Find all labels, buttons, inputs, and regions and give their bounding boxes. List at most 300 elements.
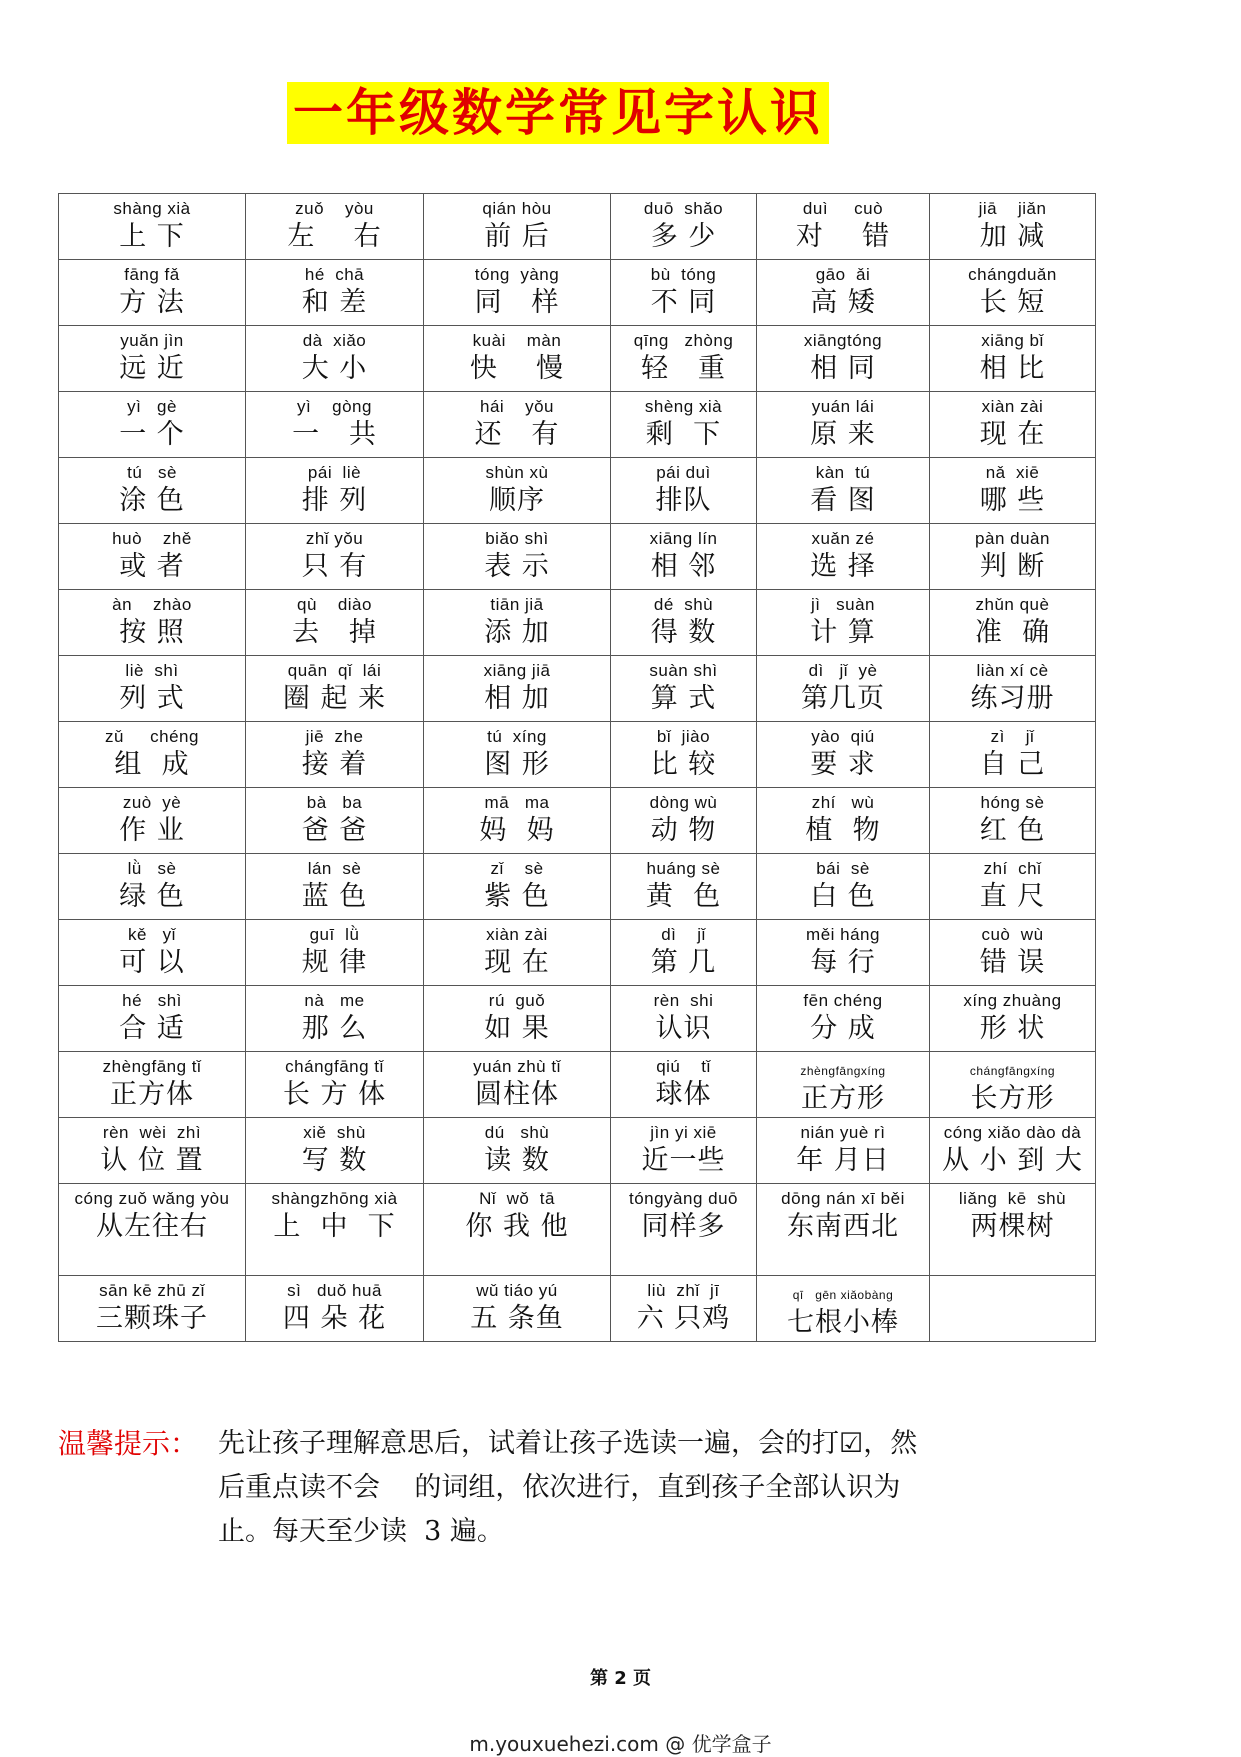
chinese-word: 相 邻 bbox=[650, 551, 717, 582]
vocab-cell bbox=[757, 986, 930, 1052]
pinyin-text: xiāng bǐ bbox=[981, 331, 1044, 350]
chinese-word: 组 成 bbox=[114, 749, 190, 780]
vocab-cell bbox=[59, 1276, 246, 1342]
vocab-cell bbox=[611, 1184, 757, 1276]
chinese-word: 同 样 bbox=[474, 287, 560, 318]
vocab-cell bbox=[424, 986, 611, 1052]
pinyin-text: liàn xí cè bbox=[976, 661, 1049, 680]
pinyin-text: cuò wù bbox=[981, 925, 1044, 944]
chinese-word: 算 式 bbox=[650, 683, 717, 714]
vocab-cell bbox=[424, 1052, 611, 1118]
pinyin-text: dōng nán xī běi bbox=[781, 1189, 905, 1208]
pinyin-text: shàngzhōng xià bbox=[271, 1189, 398, 1208]
tip-label: 温馨提示： bbox=[58, 1427, 199, 1460]
vocab-cell bbox=[59, 524, 246, 590]
pinyin-text: duì cuò bbox=[802, 199, 884, 218]
tip-text bbox=[218, 1422, 998, 1554]
vocab-cell bbox=[930, 1184, 1096, 1276]
vocab-cell bbox=[757, 1118, 930, 1184]
vocab-cell bbox=[246, 854, 424, 920]
vocab-table bbox=[58, 193, 1096, 1342]
chinese-word: 球体 bbox=[655, 1079, 712, 1110]
table-row bbox=[59, 458, 1096, 524]
vocab-cell bbox=[246, 656, 424, 722]
pinyin-text: qiú tǐ bbox=[656, 1057, 711, 1076]
pinyin-text: nǎ xiē bbox=[985, 463, 1040, 482]
table-row bbox=[59, 986, 1096, 1052]
pinyin-text: suàn shì bbox=[649, 661, 718, 680]
vocab-cell bbox=[757, 1184, 930, 1276]
chinese-word: 红 色 bbox=[979, 815, 1046, 846]
vocab-cell bbox=[757, 1052, 930, 1118]
pinyin-text: rèn wèi zhì bbox=[102, 1123, 202, 1142]
chinese-word: 每 行 bbox=[810, 947, 876, 978]
chinese-word: 前 后 bbox=[484, 221, 550, 252]
chinese-word: 白 色 bbox=[810, 881, 876, 912]
chinese-word: 去 掉 bbox=[292, 617, 377, 648]
vocab-cell bbox=[59, 392, 246, 458]
chinese-word: 左 右 bbox=[287, 221, 382, 252]
vocab-cell bbox=[246, 722, 424, 788]
vocab-cell bbox=[59, 986, 246, 1052]
pinyin-text: dà xiǎo bbox=[302, 331, 367, 350]
pinyin-text: mā ma bbox=[484, 793, 550, 812]
vocab-cell bbox=[611, 260, 757, 326]
chinese-word: 一 共 bbox=[292, 419, 377, 450]
chinese-word: 表 示 bbox=[484, 551, 550, 582]
pinyin-text: hóng sè bbox=[980, 793, 1045, 812]
vocab-cell bbox=[757, 656, 930, 722]
tip-line: 止。每天至少读 3 遍。 bbox=[218, 1516, 504, 1547]
footer-watermark: m.youxuehezi.com @ 优学盒子 bbox=[469, 1732, 772, 1756]
pinyin-text: àn zhào bbox=[112, 595, 192, 614]
vocab-cell bbox=[757, 392, 930, 458]
pinyin-text: rèn shi bbox=[653, 991, 714, 1010]
vocab-cell bbox=[424, 854, 611, 920]
vocab-cell bbox=[930, 194, 1096, 260]
tip-line: 后重点读不会 的词组，依次进行，直到孩子全部认识为 bbox=[218, 1472, 901, 1503]
pinyin-text: cóng xiǎo dào dà bbox=[943, 1123, 1082, 1142]
pinyin-text: xíng zhuàng bbox=[963, 991, 1062, 1010]
table-row bbox=[59, 590, 1096, 656]
pinyin-text: tiān jiā bbox=[490, 595, 544, 614]
vocab-cell bbox=[59, 656, 246, 722]
chinese-word: 六 只鸡 bbox=[636, 1303, 731, 1334]
vocab-cell bbox=[424, 1118, 611, 1184]
pinyin-text: dú shù bbox=[484, 1123, 550, 1142]
chinese-word: 长 短 bbox=[979, 287, 1046, 318]
pinyin-text: hé chā bbox=[304, 265, 365, 284]
vocab-cell bbox=[59, 458, 246, 524]
pinyin-text: xuǎn zé bbox=[811, 529, 875, 548]
vocab-cell bbox=[246, 392, 424, 458]
pinyin-text: zhí chǐ bbox=[983, 859, 1042, 878]
vocab-cell bbox=[611, 194, 757, 260]
pinyin-text: zhǔn què bbox=[975, 595, 1050, 614]
pinyin-text: zhèngfāngxíng bbox=[800, 1064, 886, 1078]
vocab-cell bbox=[424, 656, 611, 722]
chinese-word: 原 来 bbox=[810, 419, 876, 450]
chinese-word: 同样多 bbox=[641, 1211, 726, 1242]
chinese-word: 现 在 bbox=[979, 419, 1046, 450]
pinyin-text: liù zhǐ jī bbox=[647, 1281, 720, 1300]
table-row bbox=[59, 326, 1096, 392]
vocab-cell bbox=[424, 326, 611, 392]
vocab-cell bbox=[757, 524, 930, 590]
vocab-cell bbox=[930, 260, 1096, 326]
chinese-word: 选 择 bbox=[810, 551, 876, 582]
pinyin-text: dì jǐ bbox=[661, 925, 706, 944]
chinese-word: 接 着 bbox=[301, 749, 368, 780]
pinyin-text: yuǎn jìn bbox=[120, 331, 184, 350]
chinese-word: 自 己 bbox=[979, 749, 1046, 780]
pinyin-text: tú sè bbox=[127, 463, 177, 482]
chinese-word: 错 误 bbox=[979, 947, 1046, 978]
chinese-word: 相 同 bbox=[810, 353, 876, 384]
tip-line: 先让孩子理解意思后，试着让孩子选读一遍，会的打☑，然 bbox=[218, 1428, 918, 1459]
pinyin-text: lán sè bbox=[307, 859, 362, 878]
chinese-word: 你 我 他 bbox=[465, 1211, 569, 1242]
vocab-cell bbox=[611, 920, 757, 986]
chinese-word: 认 位 置 bbox=[100, 1145, 204, 1176]
vocab-cell bbox=[930, 392, 1096, 458]
pinyin-text: zuò yè bbox=[122, 793, 182, 812]
pinyin-text: zì jǐ bbox=[990, 727, 1035, 746]
vocab-cell bbox=[757, 590, 930, 656]
pinyin-text: zhèngfāng tǐ bbox=[102, 1057, 202, 1076]
chinese-word: 长 方 体 bbox=[282, 1079, 387, 1110]
pinyin-text: biǎo shì bbox=[485, 529, 549, 548]
table-row bbox=[59, 722, 1096, 788]
chinese-word: 圆柱体 bbox=[475, 1079, 559, 1110]
vocab-cell bbox=[930, 1052, 1096, 1118]
chinese-word: 五 条鱼 bbox=[470, 1303, 564, 1334]
chinese-word: 一 个 bbox=[119, 419, 185, 450]
pinyin-text: zǐ sè bbox=[490, 859, 544, 878]
vocab-cell bbox=[930, 788, 1096, 854]
vocab-cell bbox=[59, 1184, 246, 1276]
table-row bbox=[59, 1052, 1096, 1118]
chinese-word: 还 有 bbox=[474, 419, 560, 450]
vocab-cell bbox=[59, 854, 246, 920]
vocab-cell bbox=[246, 1118, 424, 1184]
chinese-word: 规 律 bbox=[301, 947, 368, 978]
pinyin-text: měi háng bbox=[806, 925, 880, 944]
vocab-cell bbox=[424, 1276, 611, 1342]
pinyin-text: bù tóng bbox=[650, 265, 717, 284]
table-row bbox=[59, 1276, 1096, 1342]
table-row bbox=[59, 194, 1096, 260]
pinyin-text: jiē zhe bbox=[305, 727, 364, 746]
pinyin-text: yì gè bbox=[127, 397, 177, 416]
pinyin-text: bà ba bbox=[306, 793, 363, 812]
vocab-cell bbox=[611, 1276, 757, 1342]
vocab-cell bbox=[59, 722, 246, 788]
pinyin-text: tú xíng bbox=[487, 727, 547, 746]
chinese-word: 可 以 bbox=[119, 947, 185, 978]
chinese-word: 直 尺 bbox=[979, 881, 1046, 912]
chinese-word: 从 小 到 大 bbox=[942, 1145, 1083, 1176]
chinese-word: 第 几 bbox=[650, 947, 717, 978]
chinese-word: 要 求 bbox=[810, 749, 876, 780]
chinese-word: 按 照 bbox=[119, 617, 185, 648]
pinyin-text: nà me bbox=[304, 991, 365, 1010]
page-title: 一年级数学常见字认识 bbox=[287, 82, 829, 144]
vocab-cell bbox=[611, 326, 757, 392]
chinese-word: 判 断 bbox=[979, 551, 1046, 582]
table-row bbox=[59, 392, 1096, 458]
vocab-cell bbox=[424, 590, 611, 656]
vocab-cell bbox=[424, 524, 611, 590]
pinyin-text: pái liè bbox=[307, 463, 362, 482]
chinese-word: 加 减 bbox=[979, 221, 1046, 252]
pinyin-text: bǐ jiào bbox=[656, 727, 711, 746]
pinyin-text: chángfāng tǐ bbox=[285, 1057, 384, 1076]
chinese-word: 上 中 下 bbox=[273, 1211, 396, 1242]
vocab-cell bbox=[611, 458, 757, 524]
table-row bbox=[59, 656, 1096, 722]
vocab-cell bbox=[246, 326, 424, 392]
chinese-word: 绿 色 bbox=[119, 881, 185, 912]
pinyin-text: jiā jiǎn bbox=[978, 199, 1047, 218]
chinese-word: 相 比 bbox=[979, 353, 1046, 384]
pinyin-text: yào qiú bbox=[811, 727, 875, 746]
pinyin-text: Nǐ wǒ tā bbox=[479, 1189, 555, 1208]
vocab-cell bbox=[611, 722, 757, 788]
pinyin-text: sì duǒ huā bbox=[287, 1281, 382, 1300]
table-row bbox=[59, 854, 1096, 920]
vocab-cell bbox=[246, 986, 424, 1052]
vocab-cell bbox=[611, 854, 757, 920]
chinese-word: 爸 爸 bbox=[301, 815, 368, 846]
chinese-word: 黄 色 bbox=[645, 881, 722, 912]
vocab-cell bbox=[424, 788, 611, 854]
pinyin-text: liè shì bbox=[125, 661, 179, 680]
chinese-word: 现 在 bbox=[484, 947, 550, 978]
chinese-word: 动 物 bbox=[650, 815, 717, 846]
chinese-word: 相 加 bbox=[484, 683, 550, 714]
chinese-word: 比 较 bbox=[650, 749, 717, 780]
vocab-cell bbox=[246, 194, 424, 260]
pinyin-text: pàn duàn bbox=[975, 529, 1050, 548]
chinese-word: 得 数 bbox=[650, 617, 717, 648]
vocab-cell bbox=[59, 1052, 246, 1118]
chinese-word: 轻 重 bbox=[641, 353, 726, 384]
pinyin-text: cóng zuǒ wǎng yòu bbox=[74, 1189, 230, 1208]
pinyin-text: dé shù bbox=[653, 595, 714, 614]
vocab-cell bbox=[59, 326, 246, 392]
vocab-cell bbox=[246, 920, 424, 986]
chinese-word: 剩 下 bbox=[645, 419, 722, 450]
vocab-cell bbox=[757, 854, 930, 920]
pinyin-text: qián hòu bbox=[482, 199, 552, 218]
chinese-word: 妈 妈 bbox=[479, 815, 555, 846]
title-wrap bbox=[287, 82, 829, 144]
chinese-word: 上 下 bbox=[119, 221, 185, 252]
vocab-cell bbox=[930, 590, 1096, 656]
table-row bbox=[59, 1118, 1096, 1184]
vocab-cell bbox=[611, 1118, 757, 1184]
pinyin-text: tóngyàng duō bbox=[628, 1189, 739, 1208]
vocab-cell bbox=[757, 194, 930, 260]
pinyin-text: chángduǎn bbox=[968, 265, 1057, 284]
vocab-cell bbox=[930, 524, 1096, 590]
vocab-cell bbox=[246, 260, 424, 326]
vocab-cell bbox=[757, 260, 930, 326]
pinyin-text: xiāng jiā bbox=[483, 661, 551, 680]
pinyin-text: dòng wù bbox=[649, 793, 718, 812]
pinyin-text: hái yǒu bbox=[480, 397, 554, 416]
chinese-word: 紫 色 bbox=[484, 881, 550, 912]
table-row bbox=[59, 260, 1096, 326]
vocab-cell bbox=[246, 1184, 424, 1276]
vocab-cell bbox=[424, 260, 611, 326]
pinyin-text: huò zhě bbox=[112, 529, 192, 548]
chinese-word: 列 式 bbox=[119, 683, 185, 714]
vocab-cell bbox=[611, 986, 757, 1052]
pinyin-text: zhǐ yǒu bbox=[305, 529, 364, 548]
pinyin-text: fāng fǎ bbox=[124, 265, 180, 284]
vocab-cell bbox=[59, 260, 246, 326]
pinyin-text: kàn tú bbox=[815, 463, 871, 482]
chinese-word: 从左往右 bbox=[96, 1211, 208, 1242]
pinyin-text: duō shǎo bbox=[643, 199, 724, 218]
vocab-cell bbox=[611, 590, 757, 656]
pinyin-text: zuǒ yòu bbox=[295, 199, 374, 218]
vocab-cell bbox=[930, 656, 1096, 722]
pinyin-text: dì jǐ yè bbox=[808, 661, 878, 680]
chinese-word: 对 错 bbox=[795, 221, 891, 252]
chinese-word: 只 有 bbox=[301, 551, 368, 582]
pinyin-text: yuán lái bbox=[811, 397, 875, 416]
chinese-word: 东南西北 bbox=[787, 1211, 899, 1242]
chinese-word: 练习册 bbox=[970, 683, 1055, 714]
pinyin-text: liǎng kē shù bbox=[958, 1189, 1067, 1208]
chinese-word: 添 加 bbox=[484, 617, 550, 648]
chinese-word: 涂 色 bbox=[119, 485, 185, 516]
chinese-word: 方 法 bbox=[119, 287, 185, 318]
pinyin-text: yuán zhù tǐ bbox=[473, 1057, 561, 1076]
chinese-word: 哪 些 bbox=[979, 485, 1046, 516]
chinese-word: 大 小 bbox=[301, 353, 368, 384]
chinese-word: 植 物 bbox=[805, 815, 881, 846]
chinese-word: 计 算 bbox=[810, 617, 876, 648]
pinyin-text: xiāngtóng bbox=[803, 331, 883, 350]
pinyin-text: fēn chéng bbox=[803, 991, 883, 1010]
table-row bbox=[59, 920, 1096, 986]
chinese-word: 两棵树 bbox=[970, 1211, 1055, 1242]
vocab-cell bbox=[246, 524, 424, 590]
chinese-word: 正方体 bbox=[110, 1079, 194, 1110]
vocab-cell bbox=[757, 1276, 930, 1342]
vocab-cell bbox=[930, 458, 1096, 524]
pinyin-text: yì gòng bbox=[297, 397, 372, 416]
vocab-cell bbox=[930, 1276, 1096, 1342]
vocab-cell bbox=[59, 1118, 246, 1184]
pinyin-text: wǔ tiáo yú bbox=[476, 1281, 558, 1300]
pinyin-text: shèng xià bbox=[644, 397, 723, 416]
pinyin-text: chángfāngxíng bbox=[969, 1064, 1056, 1078]
chinese-word: 那 么 bbox=[301, 1013, 368, 1044]
vocab-cell bbox=[424, 392, 611, 458]
vocab-cell bbox=[59, 788, 246, 854]
pinyin-text: qù diào bbox=[297, 595, 372, 614]
vocab-cell bbox=[246, 1052, 424, 1118]
chinese-word: 作 业 bbox=[119, 815, 185, 846]
chinese-word: 写 数 bbox=[301, 1145, 368, 1176]
pinyin-text: xiě shù bbox=[303, 1123, 366, 1142]
pinyin-text: xiàn zài bbox=[486, 925, 548, 944]
vocab-cell bbox=[424, 1184, 611, 1276]
chinese-word: 七根小棒 bbox=[787, 1307, 899, 1338]
vocab-cell bbox=[246, 590, 424, 656]
chinese-word: 认识 bbox=[655, 1013, 712, 1044]
vocab-cell bbox=[246, 788, 424, 854]
chinese-word: 多 少 bbox=[650, 221, 717, 252]
chinese-word: 不 同 bbox=[650, 287, 717, 318]
chinese-word: 年 月日 bbox=[796, 1145, 890, 1176]
chinese-word: 准 确 bbox=[974, 617, 1051, 648]
chinese-word: 顺序 bbox=[489, 485, 545, 516]
chinese-word: 如 果 bbox=[484, 1013, 550, 1044]
pinyin-text: huáng sè bbox=[646, 859, 721, 878]
vocab-cell bbox=[611, 392, 757, 458]
pinyin-text: zhí wù bbox=[811, 793, 875, 812]
vocab-cell bbox=[930, 986, 1096, 1052]
chinese-word: 合 适 bbox=[119, 1013, 185, 1044]
pinyin-text: shùn xù bbox=[485, 463, 549, 482]
vocab-cell bbox=[611, 788, 757, 854]
table-row bbox=[59, 1184, 1096, 1276]
chinese-word: 读 数 bbox=[484, 1145, 550, 1176]
chinese-word: 高 矮 bbox=[810, 287, 876, 318]
pinyin-text: tóng yàng bbox=[474, 265, 560, 284]
vocab-table-body bbox=[59, 194, 1096, 1342]
vocab-cell bbox=[611, 524, 757, 590]
chinese-word: 三颗珠子 bbox=[96, 1303, 208, 1334]
table-row bbox=[59, 788, 1096, 854]
chinese-word: 图 形 bbox=[484, 749, 550, 780]
pinyin-text: guī lǜ bbox=[309, 925, 360, 944]
pinyin-text: quān qǐ lái bbox=[287, 661, 382, 680]
pinyin-text: lǜ sè bbox=[127, 859, 177, 878]
pinyin-text: xiàn zài bbox=[981, 397, 1044, 416]
pinyin-text: xiāng lín bbox=[649, 529, 718, 548]
pinyin-text: shàng xià bbox=[113, 199, 191, 218]
vocab-cell bbox=[757, 326, 930, 392]
vocab-cell bbox=[930, 722, 1096, 788]
pinyin-text: pái duì bbox=[656, 463, 711, 482]
vocab-cell bbox=[424, 194, 611, 260]
chinese-word: 四 朵 花 bbox=[282, 1303, 387, 1334]
vocab-cell bbox=[930, 326, 1096, 392]
vocab-cell bbox=[424, 458, 611, 524]
chinese-word: 正方形 bbox=[801, 1083, 885, 1114]
chinese-word: 远 近 bbox=[119, 353, 185, 384]
chinese-word: 形 状 bbox=[979, 1013, 1046, 1044]
pinyin-text: jì suàn bbox=[810, 595, 876, 614]
vocab-cell bbox=[59, 920, 246, 986]
pinyin-text: sān kē zhū zǐ bbox=[99, 1281, 205, 1300]
vocab-cell bbox=[757, 920, 930, 986]
chinese-word: 快 慢 bbox=[469, 353, 565, 384]
chinese-word: 排 列 bbox=[301, 485, 368, 516]
chinese-word: 排队 bbox=[655, 485, 712, 516]
vocab-cell bbox=[930, 854, 1096, 920]
pinyin-text: jìn yi xiē bbox=[650, 1123, 717, 1142]
page-number: 第 2 页 bbox=[589, 1668, 652, 1689]
vocab-cell bbox=[246, 1276, 424, 1342]
